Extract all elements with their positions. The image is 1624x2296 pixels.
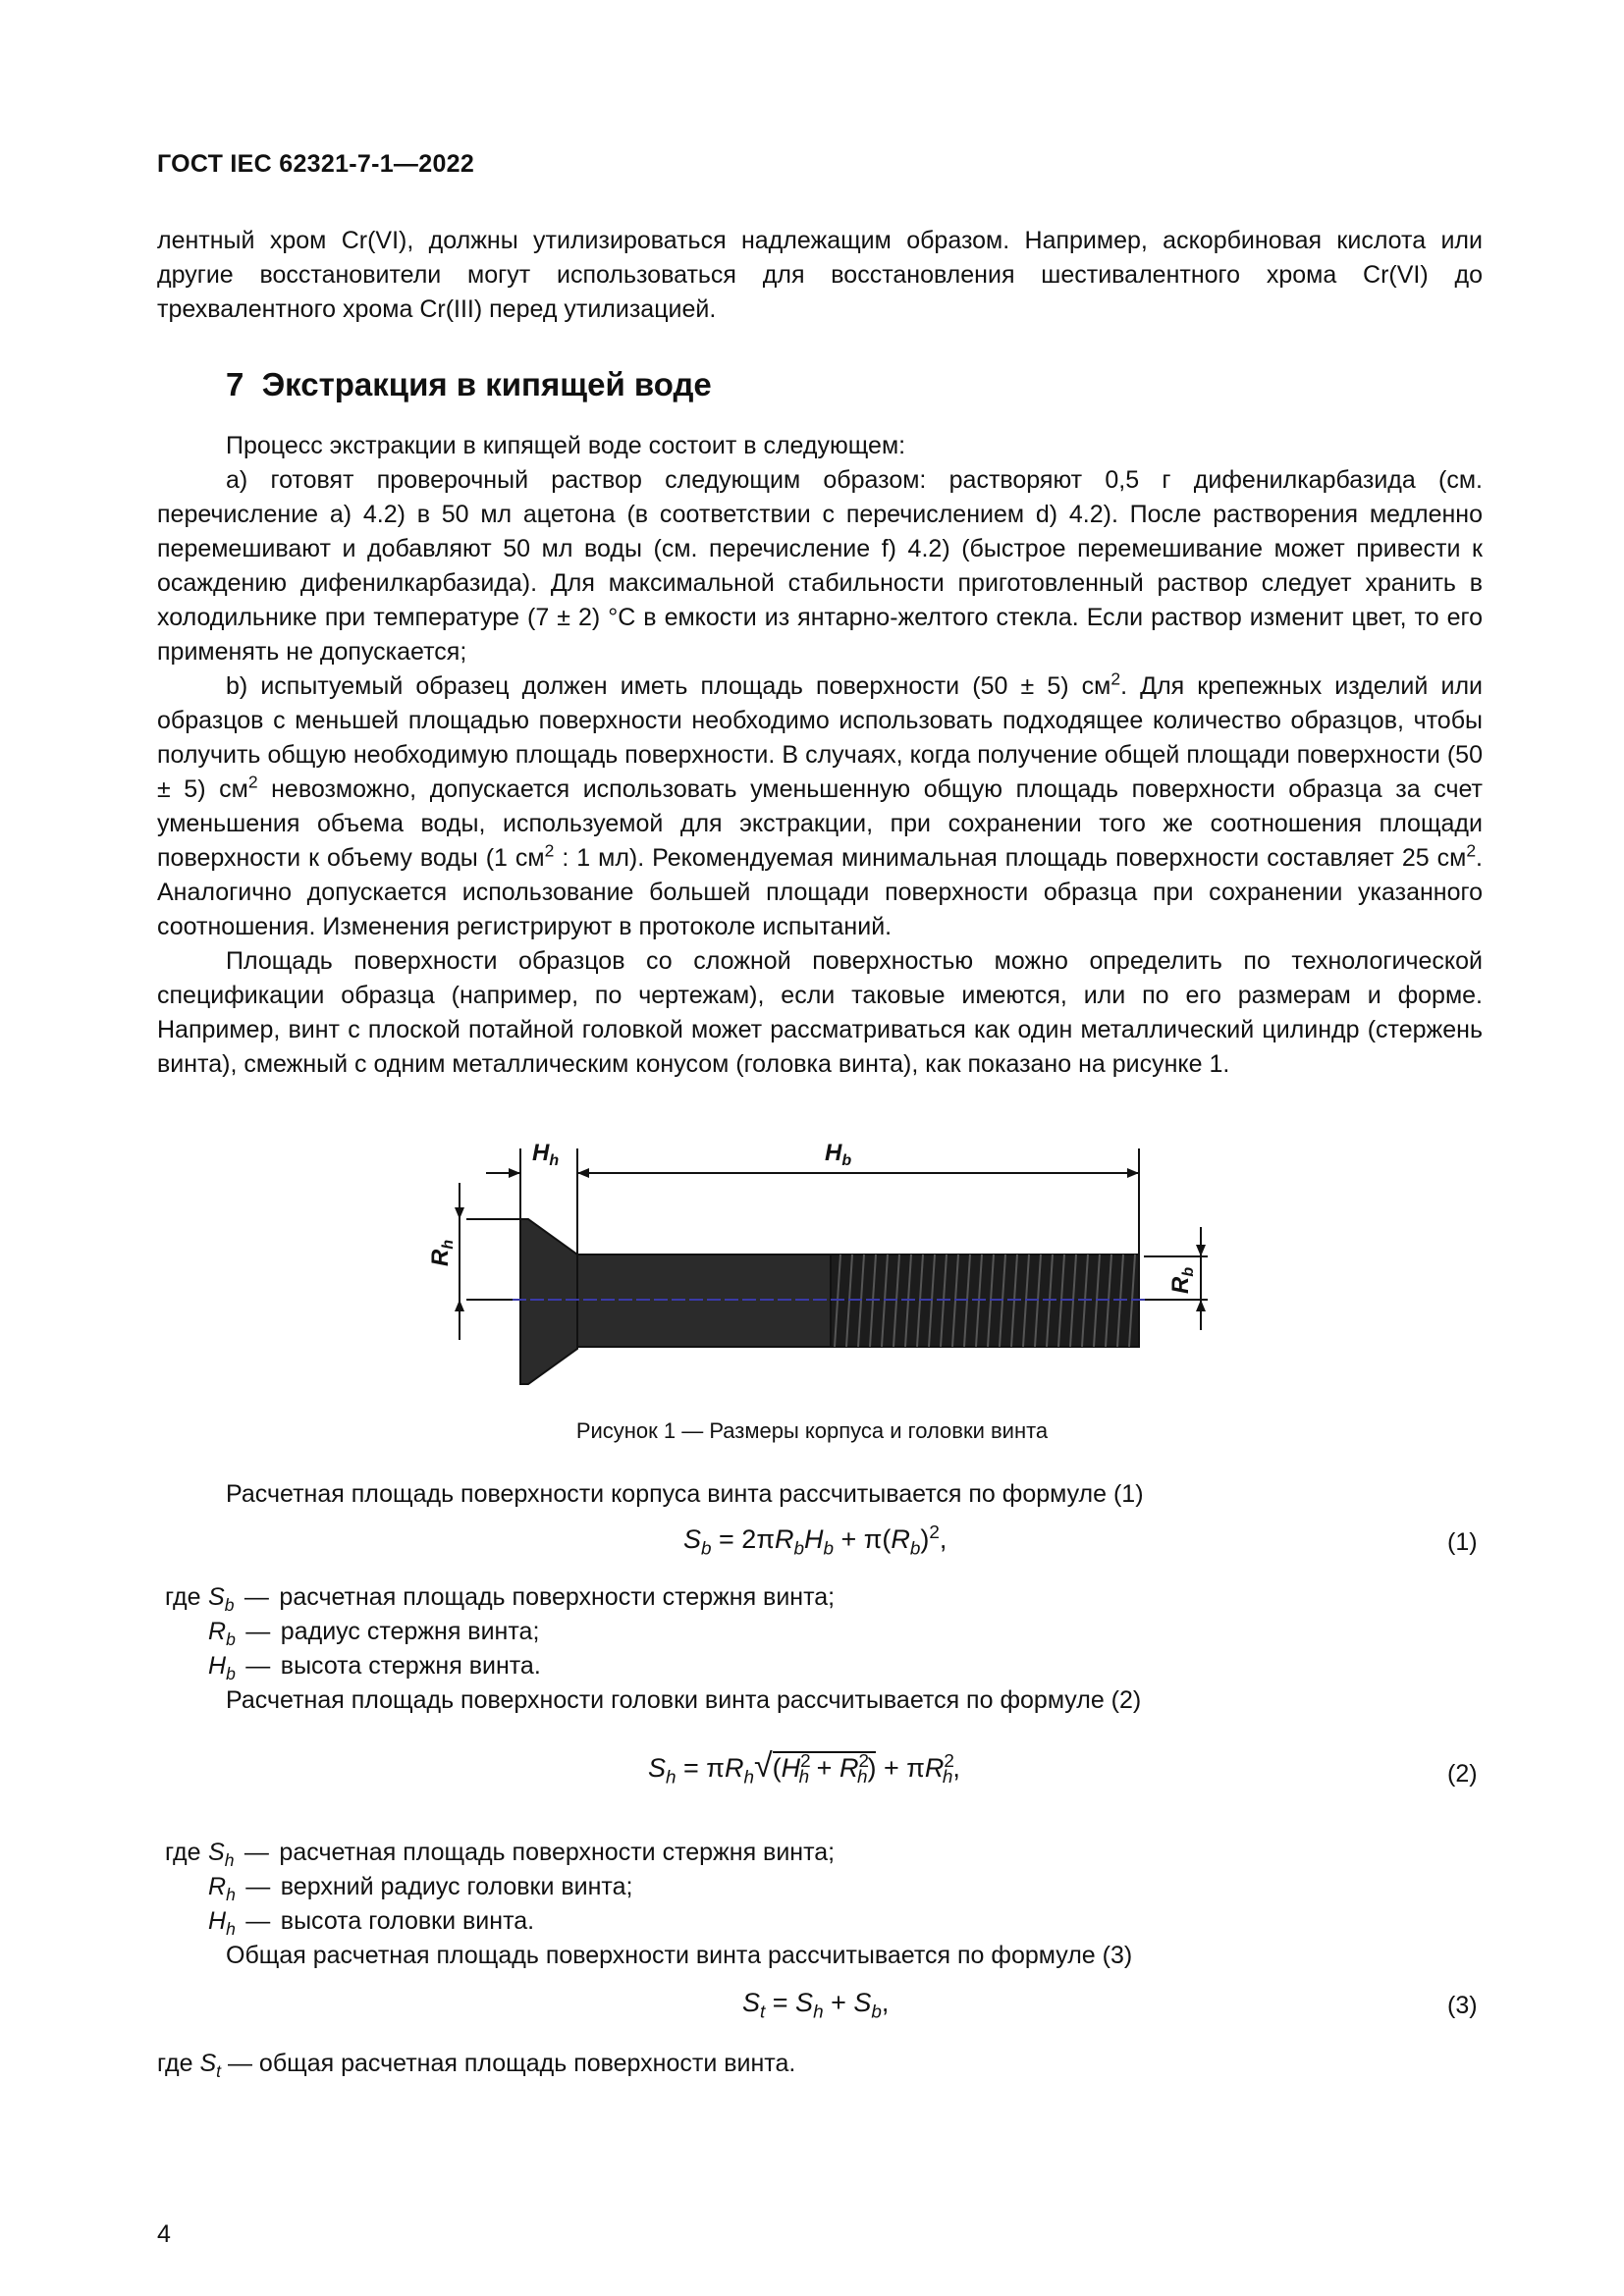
formula2-number: (2) — [1447, 1760, 1478, 1788]
formula-3: $S_t = S_h + S_b$, — [742, 1988, 890, 2023]
section-number: 7 — [226, 366, 244, 402]
item-a: a) готовят проверочный раствор следующим образом: растворяют 0,5 г дифенилкарбазида (см. перечисление a) 4.2) в 50 мл ацетона (в соответствии с перечислением d) 4.2). После растворения медленно перемешивают и добавляют 50 мл воды (см. перечисление f) 4.2) (быстрое перемешивание может привести к осаждению дифенилкарбазида). Для максимальной стабильности приготовленный раствор следует хранить в холодильнике при температуре (7 ± 2) °С в емкости из янтарно-желтого стекла. Если раствор изменит цвет, то его применять не допускается; — [157, 466, 1483, 666]
continued-paragraph-text: лентный хром Cr(VI), должны утилизироваться надлежащим образом. Например, аскорбиновая кислота или другие восстановители могут использоваться для восстановления шестивалентного хрома Cr(VI) до трехвалентного хрома Cr(III) перед утилизацией. — [157, 227, 1483, 323]
formula1-intro: Расчетная площадь поверхности корпуса винта рассчитывается по формуле (1) — [226, 1480, 1144, 1508]
label-hh: $H_h$ — [532, 1140, 560, 1169]
section-title-text: Экстракция в кипящей воде — [261, 366, 712, 402]
section-body — [157, 429, 1483, 1082]
definition-sb: где $S_b$ — расчетная площадь поверхности стержня винта; — [165, 1583, 836, 1615]
definition-st: где $S_t$ — общая расчетная площадь поверхности винта. — [157, 2050, 796, 2081]
continued-paragraph — [157, 224, 1483, 327]
formula2-intro: Расчетная площадь поверхности головки винта рассчитывается по формуле (2) — [226, 1686, 1142, 1714]
item-b: b) испытуемый образец должен иметь площадь поверхности (50 ± 5) $см^2$. Для крепежных изделий или образцов с меньшей площадью поверхности необходимо использовать подходящее количество образцов, чтобы получить общую необходимую площадь поверхности. В случаях, когда получение общей площади поверхности (50 ± 5) $см^2$ невозможно, допускается использовать уменьшенную общую площадь поверхности образца за счет уменьшения объема воды, используемой для экстракции, при сохранении того же соотношения площади поверхности к объему воды (1 $см^2$ : 1 мл). Рекомендуемая минимальная площадь поверхности составляет 25 $см^2$. Аналогично допускается использование большей площади поверхности образца при сохранении указанного соотношения. Изменения регистрируют в протоколе испытаний. — [157, 668, 1484, 940]
label-rh: $R_h$ — [427, 1239, 457, 1266]
formula3-intro: Общая расчетная площадь поверхности винта рассчитывается по формуле (3) — [226, 1942, 1133, 1969]
definition-hb: $H_b$ — высота стержня винта. — [208, 1652, 541, 1683]
formula3-number: (3) — [1447, 1992, 1478, 2019]
document-header: ГОСТ IEC 62321-7-1—2022 — [157, 150, 475, 178]
complex-surface-paragraph: Площадь поверхности образцов со сложной поверхностью можно определить по технологической спецификации образца (например, по чертежам), если таковые имеются, или по его размерам и форме. Например, винт с плоской потайной головкой может рассматриваться как один металлический цилиндр (стержень винта), смежный с одним металлическим конусом (головка винта), как показано на рисунке 1. — [157, 947, 1483, 1078]
screw-head — [520, 1219, 577, 1384]
screw-figure — [412, 1129, 1237, 1394]
section-intro: Процесс экстракции в кипящей воде состоит в следующем: — [226, 432, 906, 459]
section-title — [226, 366, 712, 403]
formula1-number: (1) — [1447, 1528, 1478, 1556]
definition-hh: $H_h$ — высота головки винта. — [208, 1907, 535, 1939]
page-number: 4 — [157, 2220, 171, 2248]
label-rb: $R_b$ — [1167, 1266, 1197, 1294]
label-hb: $H_b$ — [825, 1140, 852, 1169]
definition-rb: $R_b$ — радиус стержня винта; — [208, 1618, 540, 1649]
screw-shank-smooth — [577, 1255, 831, 1347]
figure-caption: Рисунок 1 — Размеры корпуса и головки винта — [575, 1418, 1049, 1443]
formula-2: $S_h = \pi R_h√(H^2_h + R^2_h) + \pi R^2_h$, — [648, 1747, 960, 1789]
definition-rh: $R_h$ — верхний радиус головки винта; — [208, 1873, 633, 1904]
formula-1: $S_b = 2\pi R_bH_b + \pi(R_b)^2$, — [683, 1522, 947, 1560]
definition-sh: где $S_h$ — расчетная площадь поверхности стержня винта; — [165, 1839, 836, 1870]
